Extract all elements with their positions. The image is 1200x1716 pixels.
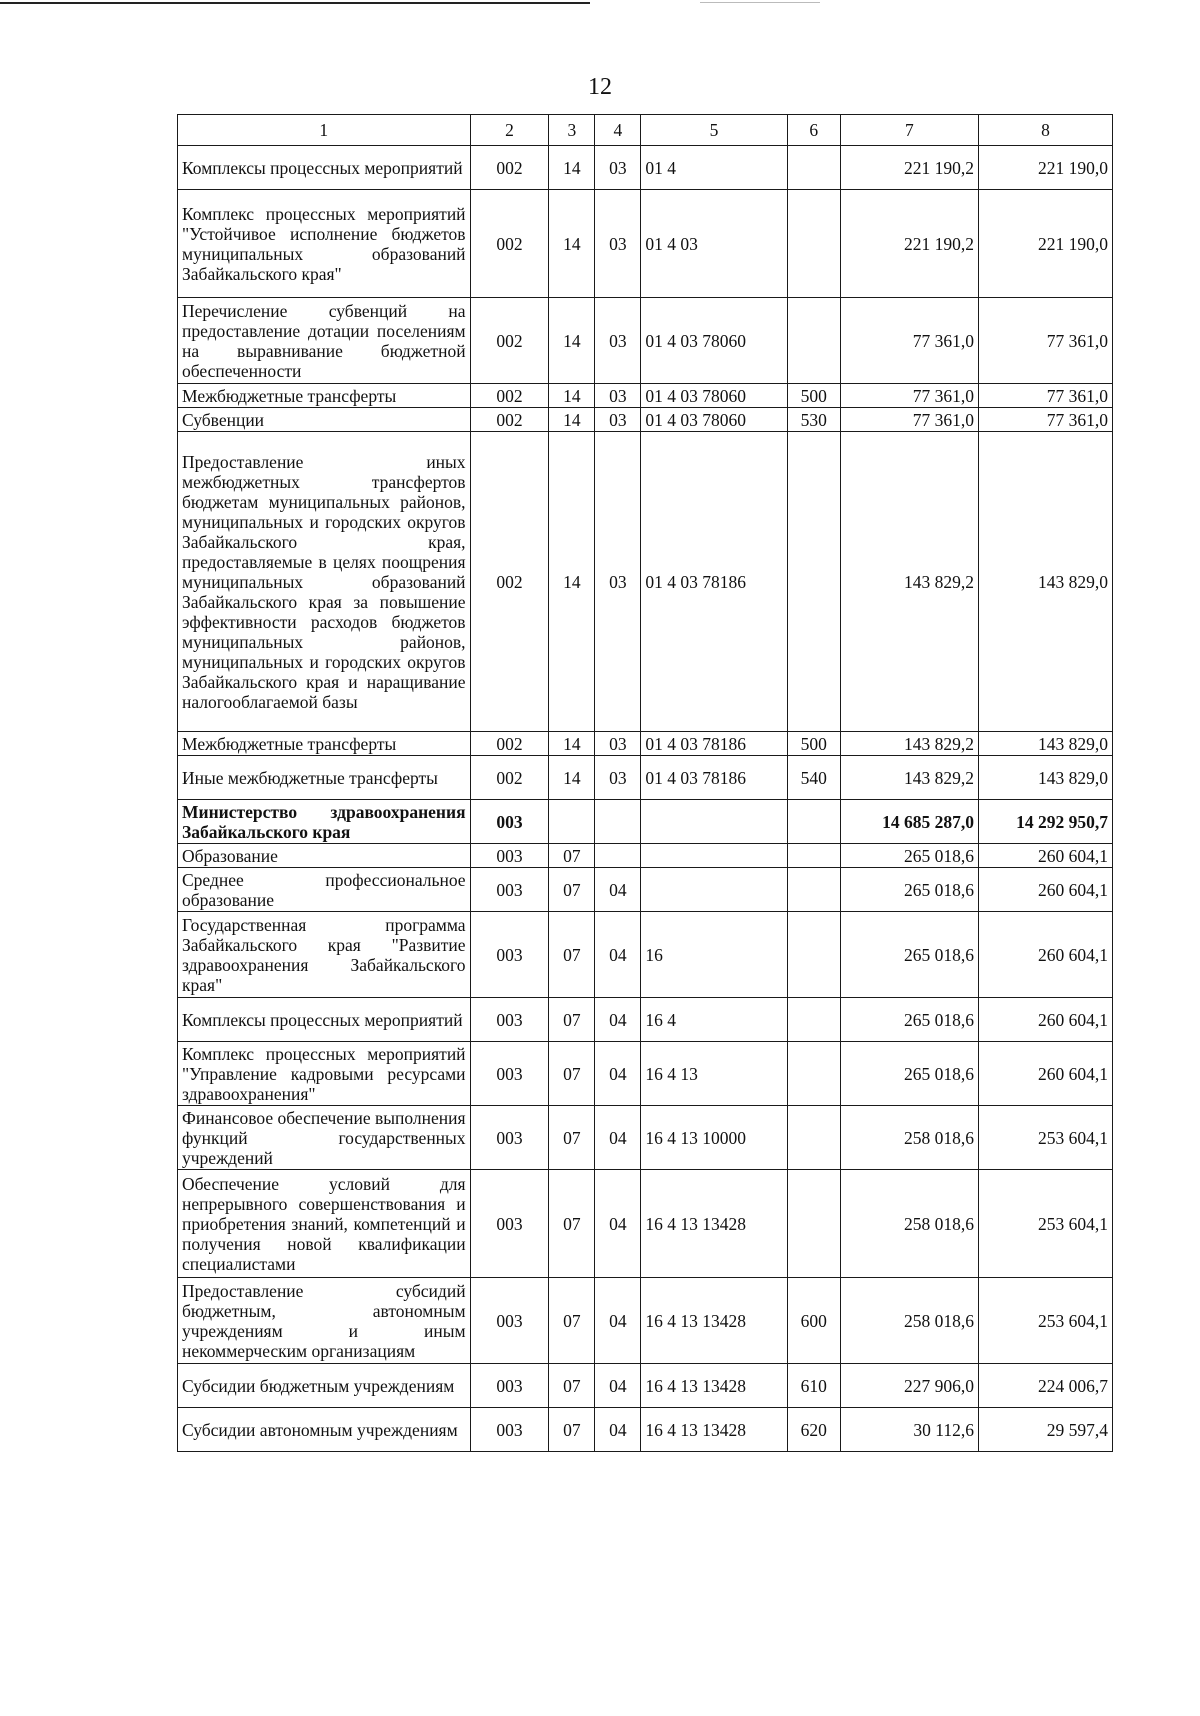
code-section-cell: 14 (549, 756, 595, 800)
amount-col7-cell: 14 685 287,0 (840, 800, 978, 844)
code-section-cell: 14 (549, 190, 595, 298)
code-subsection-cell (595, 800, 641, 844)
code-ministry-cell: 003 (470, 1364, 549, 1408)
row-name-cell: Субвенции (178, 408, 471, 432)
code-expense-type-cell (787, 800, 840, 844)
amount-col7-cell: 221 190,2 (840, 146, 978, 190)
code-target-cell: 16 4 13 13428 (641, 1278, 787, 1364)
code-expense-type-cell: 600 (787, 1278, 840, 1364)
row-name-cell: Субсидии бюджетным учреждениям (178, 1364, 471, 1408)
code-subsection-cell: 04 (595, 868, 641, 912)
amount-col8-cell: 143 829,0 (978, 732, 1112, 756)
row-name-cell: Предоставление субсидий бюджетным, автономным учреждениям и иным некоммерческим организациям (178, 1278, 471, 1364)
amount-col7-cell: 77 361,0 (840, 408, 978, 432)
amount-col7-cell: 227 906,0 (840, 1364, 978, 1408)
amount-col7-cell: 77 361,0 (840, 298, 978, 384)
row-name-cell: Образование (178, 844, 471, 868)
code-expense-type-cell (787, 146, 840, 190)
code-subsection-cell: 04 (595, 1364, 641, 1408)
amount-col7-cell: 258 018,6 (840, 1170, 978, 1278)
code-target-cell: 01 4 03 78186 (641, 432, 787, 732)
header-cell: 1 (178, 115, 471, 146)
amount-col8-cell: 221 190,0 (978, 146, 1112, 190)
top-rule-faint (700, 2, 820, 3)
code-expense-type-cell (787, 912, 840, 998)
code-ministry-cell: 003 (470, 1106, 549, 1170)
code-expense-type-cell (787, 998, 840, 1042)
code-ministry-cell: 003 (470, 1170, 549, 1278)
code-expense-type-cell: 610 (787, 1364, 840, 1408)
code-ministry-cell: 003 (470, 1408, 549, 1452)
code-subsection-cell: 03 (595, 756, 641, 800)
code-section-cell: 14 (549, 732, 595, 756)
code-ministry-cell: 002 (470, 756, 549, 800)
table-row (178, 998, 1113, 1042)
header-cell: 8 (978, 115, 1112, 146)
amount-col7-cell: 265 018,6 (840, 1042, 978, 1106)
table-header-row (178, 115, 1113, 146)
row-name-cell: Государственная программа Забайкальского края "Развитие здравоохранения Забайкальского края" (178, 912, 471, 998)
code-section-cell: 07 (549, 1408, 595, 1452)
code-section-cell: 07 (549, 1364, 595, 1408)
code-subsection-cell: 03 (595, 298, 641, 384)
code-expense-type-cell (787, 1170, 840, 1278)
table-row (178, 146, 1113, 190)
amount-col7-cell: 30 112,6 (840, 1408, 978, 1452)
amount-col8-cell: 224 006,7 (978, 1364, 1112, 1408)
code-target-cell: 01 4 03 (641, 190, 787, 298)
code-section-cell: 07 (549, 1042, 595, 1106)
amount-col8-cell: 260 604,1 (978, 998, 1112, 1042)
code-subsection-cell: 03 (595, 146, 641, 190)
row-name-cell: Финансовое обеспечение выполнения функций государственных учреждений (178, 1106, 471, 1170)
budget-table (177, 114, 1113, 1452)
row-name-cell: Комплекс процессных мероприятий "Устойчивое исполнение бюджетов муниципальных образований Забайкальского края" (178, 190, 471, 298)
amount-col8-cell: 29 597,4 (978, 1408, 1112, 1452)
amount-col8-cell: 260 604,1 (978, 912, 1112, 998)
header-cell: 6 (787, 115, 840, 146)
code-subsection-cell: 03 (595, 732, 641, 756)
table-row (178, 1278, 1113, 1364)
code-section-cell: 07 (549, 1278, 595, 1364)
code-subsection-cell: 04 (595, 1106, 641, 1170)
code-ministry-cell: 002 (470, 190, 549, 298)
code-section-cell: 14 (549, 432, 595, 732)
amount-col7-cell: 143 829,2 (840, 756, 978, 800)
code-subsection-cell: 04 (595, 912, 641, 998)
top-rule (0, 2, 590, 4)
amount-col8-cell: 77 361,0 (978, 408, 1112, 432)
row-name-cell: Комплексы процессных мероприятий (178, 998, 471, 1042)
code-expense-type-cell (787, 1042, 840, 1106)
header-cell: 3 (549, 115, 595, 146)
row-name-cell: Комплексы процессных мероприятий (178, 146, 471, 190)
code-target-cell: 01 4 03 78060 (641, 298, 787, 384)
code-target-cell: 01 4 03 78060 (641, 408, 787, 432)
table-row (178, 868, 1113, 912)
code-subsection-cell: 04 (595, 1170, 641, 1278)
code-section-cell: 07 (549, 844, 595, 868)
code-subsection-cell: 04 (595, 998, 641, 1042)
table-row (178, 298, 1113, 384)
code-subsection-cell: 03 (595, 384, 641, 408)
code-target-cell: 01 4 03 78186 (641, 756, 787, 800)
code-section-cell: 14 (549, 384, 595, 408)
code-section-cell: 14 (549, 408, 595, 432)
code-expense-type-cell: 530 (787, 408, 840, 432)
code-expense-type-cell (787, 432, 840, 732)
row-name-cell: Комплекс процессных мероприятий "Управление кадровыми ресурсами здравоохранения" (178, 1042, 471, 1106)
code-subsection-cell: 04 (595, 1278, 641, 1364)
code-section-cell: 07 (549, 1170, 595, 1278)
code-expense-type-cell (787, 868, 840, 912)
code-subsection-cell: 03 (595, 408, 641, 432)
code-section-cell (549, 800, 595, 844)
amount-col7-cell: 143 829,2 (840, 432, 978, 732)
code-expense-type-cell (787, 298, 840, 384)
code-section-cell: 07 (549, 912, 595, 998)
code-expense-type-cell: 540 (787, 756, 840, 800)
code-subsection-cell (595, 844, 641, 868)
amount-col8-cell: 260 604,1 (978, 1042, 1112, 1106)
row-name-cell: Межбюджетные трансферты (178, 732, 471, 756)
header-cell: 2 (470, 115, 549, 146)
amount-col8-cell: 77 361,0 (978, 298, 1112, 384)
code-ministry-cell: 002 (470, 732, 549, 756)
amount-col7-cell: 265 018,6 (840, 844, 978, 868)
row-name-cell: Среднее профессиональное образование (178, 868, 471, 912)
table-row (178, 190, 1113, 298)
amount-col7-cell: 143 829,2 (840, 732, 978, 756)
code-ministry-cell: 003 (470, 998, 549, 1042)
table-row (178, 844, 1113, 868)
amount-col8-cell: 260 604,1 (978, 844, 1112, 868)
code-ministry-cell: 003 (470, 1278, 549, 1364)
code-target-cell: 16 4 13 13428 (641, 1170, 787, 1278)
table-row (178, 1106, 1113, 1170)
table-row (178, 800, 1113, 844)
amount-col8-cell: 143 829,0 (978, 756, 1112, 800)
code-subsection-cell: 03 (595, 432, 641, 732)
code-expense-type-cell: 500 (787, 732, 840, 756)
header-cell: 5 (641, 115, 787, 146)
code-target-cell: 01 4 (641, 146, 787, 190)
code-expense-type-cell: 620 (787, 1408, 840, 1452)
code-target-cell: 01 4 03 78060 (641, 384, 787, 408)
row-name-cell: Перечисление субвенций на предоставление дотации поселениям на выравнивание бюджетной обеспеченности (178, 298, 471, 384)
code-target-cell (641, 844, 787, 868)
code-subsection-cell: 04 (595, 1042, 641, 1106)
amount-col7-cell: 265 018,6 (840, 868, 978, 912)
code-target-cell: 01 4 03 78186 (641, 732, 787, 756)
code-ministry-cell: 002 (470, 146, 549, 190)
code-ministry-cell: 002 (470, 384, 549, 408)
code-ministry-cell: 003 (470, 800, 549, 844)
table-row (178, 732, 1113, 756)
code-target-cell: 16 4 13 13428 (641, 1364, 787, 1408)
table-row (178, 1364, 1113, 1408)
code-ministry-cell: 002 (470, 432, 549, 732)
table-row (178, 1170, 1113, 1278)
code-section-cell: 14 (549, 298, 595, 384)
code-ministry-cell: 002 (470, 298, 549, 384)
amount-col7-cell: 221 190,2 (840, 190, 978, 298)
amount-col8-cell: 260 604,1 (978, 868, 1112, 912)
code-expense-type-cell: 500 (787, 384, 840, 408)
amount-col8-cell: 253 604,1 (978, 1170, 1112, 1278)
code-target-cell (641, 800, 787, 844)
row-name-cell: Министерство здравоохранения Забайкальского края (178, 800, 471, 844)
table-row (178, 1408, 1113, 1452)
code-ministry-cell: 002 (470, 408, 549, 432)
code-section-cell: 07 (549, 868, 595, 912)
table-row (178, 756, 1113, 800)
code-target-cell (641, 868, 787, 912)
code-ministry-cell: 003 (470, 1042, 549, 1106)
row-name-cell: Предоставление иных межбюджетных трансфертов бюджетам муниципальных районов, муниципальных и городских округов Забайкальского края, предоставляемые в целях поощрения муниципальных образований Забайкальского края за повышение эффективности расходов бюджетов муниципальных районов, муниципальных и городских округов Забайкальского края и наращивание налогооблагаемой базы (178, 432, 471, 732)
code-target-cell: 16 4 (641, 998, 787, 1042)
code-target-cell: 16 (641, 912, 787, 998)
code-ministry-cell: 003 (470, 844, 549, 868)
row-name-cell: Межбюджетные трансферты (178, 384, 471, 408)
table-row (178, 408, 1113, 432)
code-expense-type-cell (787, 190, 840, 298)
code-ministry-cell: 003 (470, 912, 549, 998)
amount-col8-cell: 143 829,0 (978, 432, 1112, 732)
header-cell: 4 (595, 115, 641, 146)
code-section-cell: 07 (549, 998, 595, 1042)
table-row (178, 384, 1113, 408)
row-name-cell: Иные межбюджетные трансферты (178, 756, 471, 800)
amount-col8-cell: 221 190,0 (978, 190, 1112, 298)
row-name-cell: Субсидии автономным учреждениям (178, 1408, 471, 1452)
code-expense-type-cell (787, 844, 840, 868)
code-expense-type-cell (787, 1106, 840, 1170)
code-target-cell: 16 4 13 13428 (641, 1408, 787, 1452)
amount-col8-cell: 14 292 950,7 (978, 800, 1112, 844)
amount-col7-cell: 265 018,6 (840, 912, 978, 998)
code-ministry-cell: 003 (470, 868, 549, 912)
table-row (178, 432, 1113, 732)
amount-col8-cell: 253 604,1 (978, 1278, 1112, 1364)
table-row (178, 1042, 1113, 1106)
amount-col7-cell: 258 018,6 (840, 1106, 978, 1170)
code-target-cell: 16 4 13 (641, 1042, 787, 1106)
amount-col8-cell: 253 604,1 (978, 1106, 1112, 1170)
code-subsection-cell: 03 (595, 190, 641, 298)
table-row (178, 912, 1113, 998)
row-name-cell: Обеспечение условий для непрерывного совершенствования и приобретения знаний, компетенций и получения новой квалификации специалистами (178, 1170, 471, 1278)
amount-col7-cell: 77 361,0 (840, 384, 978, 408)
code-section-cell: 07 (549, 1106, 595, 1170)
code-subsection-cell: 04 (595, 1408, 641, 1452)
code-section-cell: 14 (549, 146, 595, 190)
amount-col8-cell: 77 361,0 (978, 384, 1112, 408)
amount-col7-cell: 265 018,6 (840, 998, 978, 1042)
page-number: 12 (588, 74, 612, 100)
code-target-cell: 16 4 13 10000 (641, 1106, 787, 1170)
amount-col7-cell: 258 018,6 (840, 1278, 978, 1364)
header-cell: 7 (840, 115, 978, 146)
